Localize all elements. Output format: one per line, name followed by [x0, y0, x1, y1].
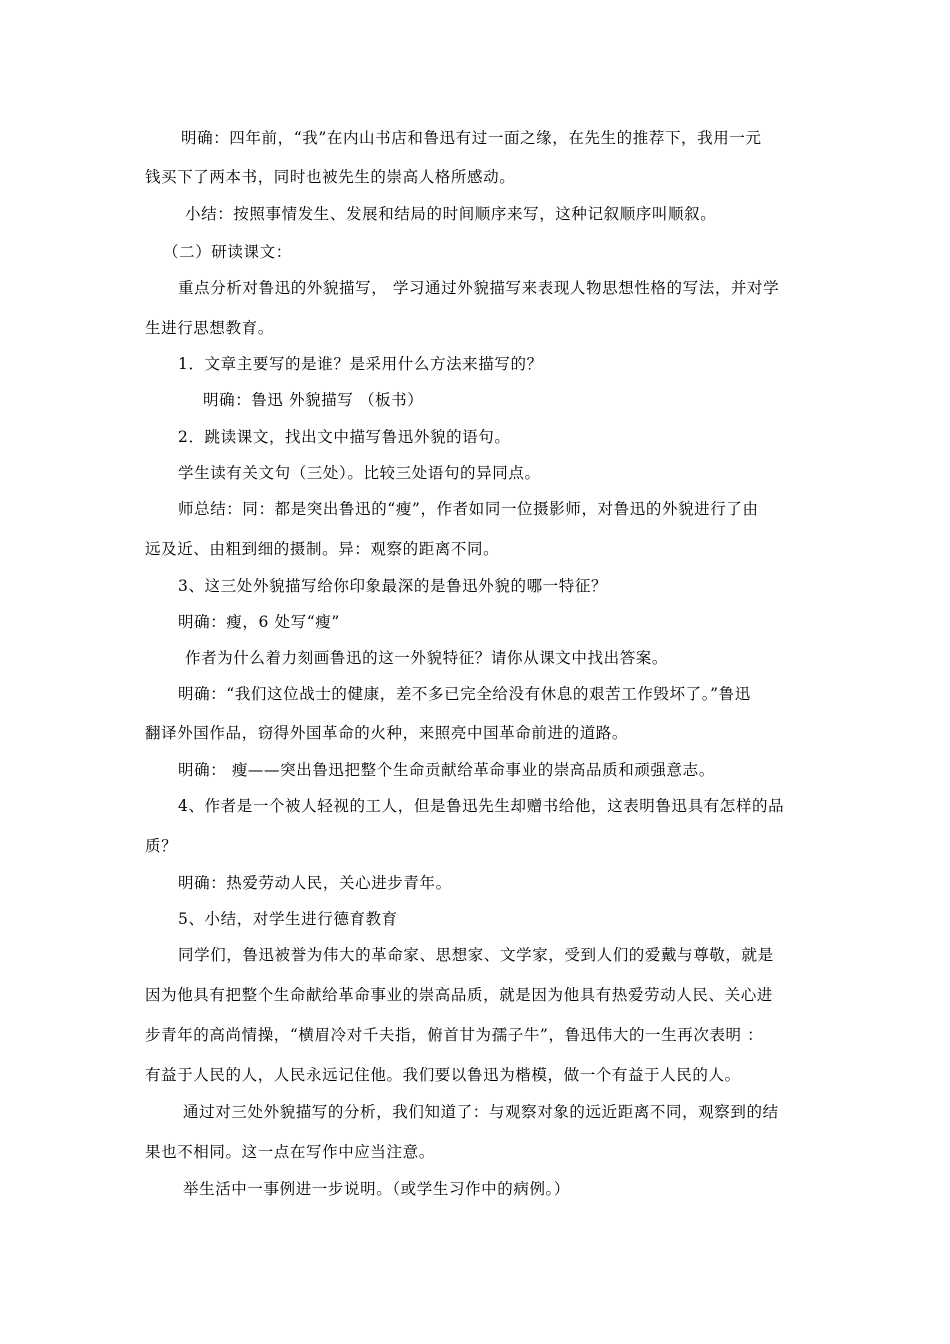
section-heading: （二）研读课文：: [163, 243, 292, 261]
paragraph-line: 作者为什么着力刻画鲁迅的这一外貌特征？请你从课文中找出答案。: [185, 649, 669, 667]
paragraph-line: 师总结：同：都是突出鲁迅的“瘦”，作者如同一位摄影师，对鲁迅的外貌进行了由: [178, 500, 759, 518]
answer-line: 明确： 瘦——突出鲁迅把整个生命贡献给革命事业的崇高品质和顽强意志。: [178, 761, 715, 779]
paragraph-line: 步青年的高尚情操，“横眉冷对千夫指，俯首甘为孺子牛”，鲁迅伟大的一生再次表明 ：: [145, 1026, 764, 1044]
paragraph-line: 因为他具有把整个生命献给革命事业的崇高品质，就是因为他具有热爱劳动人民、关心进: [145, 986, 773, 1004]
paragraph-line: 有益于人民的人，人民永远记住他。我们要以鲁迅为楷模，做一个有益于人民的人。: [145, 1066, 741, 1084]
question-line: 2．跳读课文，找出文中描写鲁迅外貌的语句。: [178, 428, 511, 446]
answer-line: 明确：瘦，6 处写“瘦”: [178, 613, 340, 631]
question-line: 3、这三处外貌描写给你印象最深的是鲁迅外貌的哪一特征？: [178, 577, 608, 595]
paragraph-line: 小结：按照事情发生、发展和结局的时间顺序来写，这种记叙顺序叫顺叙。: [185, 205, 717, 223]
paragraph-line: 学生读有关文句（三处）。比较三处语句的异同点。: [178, 464, 541, 482]
paragraph-line: 举生活中一事例进一步说明。（或学生习作中的病例。）: [183, 1180, 571, 1198]
answer-line: 明确：“我们这位战士的健康，差不多已完全给没有休息的艰苦工作毁坏了。”鲁迅: [178, 685, 751, 703]
paragraph-line: 重点分析对鲁迅的外貌描写， 学习通过外貌描写来表现人物思想性格的写法，并对学: [178, 279, 780, 297]
paragraph-line: 明确：四年前，“我”在内山书店和鲁迅有过一面之缘，在先生的推荐下，我用一元: [181, 129, 762, 147]
question-line: 4、作者是一个被人轻视的工人，但是鲁迅先生却赠书给他，这表明鲁迅具有怎样的品: [178, 797, 785, 815]
paragraph-line: 翻译外国作品，窃得外国革命的火种，来照亮中国革命前进的道路。: [145, 724, 629, 742]
paragraph-line: 通过对三处外貌描写的分析，我们知道了：与观察对象的远近距离不同，观察到的结: [183, 1103, 779, 1121]
paragraph-line: 同学们，鲁迅被誉为伟大的革命家、思想家、文学家，受到人们的爱戴与尊敬，就是: [178, 946, 774, 964]
question-line: 1．文章主要写的是谁？是采用什么方法来描写的？: [178, 355, 543, 373]
paragraph-line: 远及近、由粗到细的摄制。异：观察的距离不同。: [145, 540, 500, 558]
answer-line: 明确：热爱劳动人民，关心进步青年。: [178, 874, 452, 892]
paragraph-line: 质？: [145, 837, 178, 855]
paragraph-line: 果也不相同。这一点在写作中应当注意。: [145, 1143, 435, 1161]
answer-line: 明确：鲁迅 外貌描写 （板书）: [203, 391, 424, 409]
question-line: 5、小结，对学生进行德育教育: [178, 910, 398, 928]
paragraph-line: 钱买下了两本书，同时也被先生的崇高人格所感动。: [145, 168, 516, 186]
paragraph-line: 生进行思想教育。: [145, 319, 274, 337]
